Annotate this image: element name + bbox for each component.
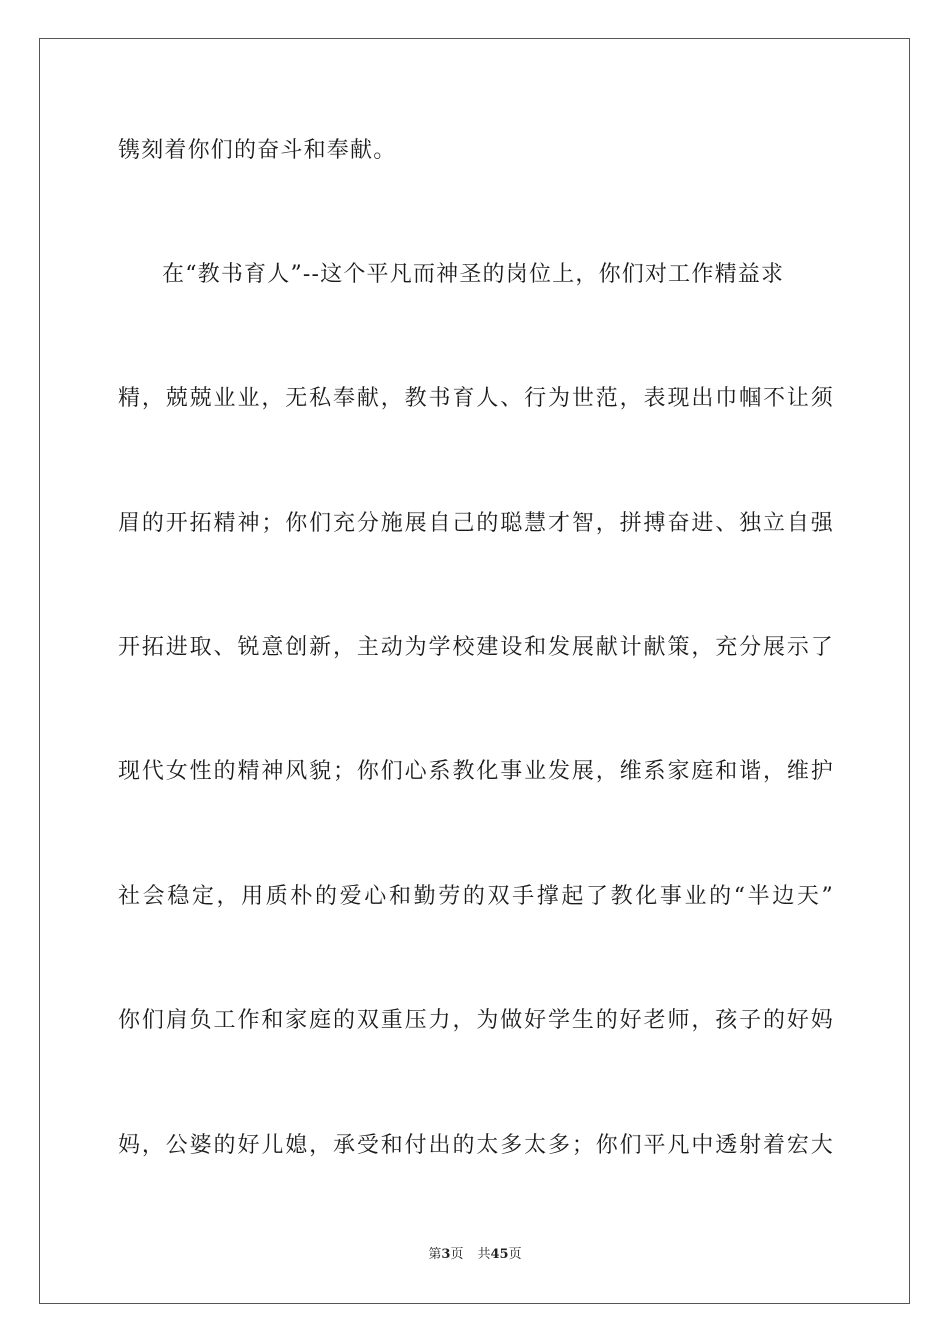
text-line-5: 开拓进取、锐意创新，主动为学校建设和发展献计献策，充分展示了 <box>118 635 834 660</box>
footer-page-prefix: 第 <box>428 1247 442 1262</box>
text-line-4: 眉的开拓精神；你们充分施展自己的聪慧才智，拼搏奋进、独立自强 <box>118 511 834 536</box>
page-footer <box>0 1246 950 1264</box>
text-line-7: 社会稳定，用质朴的爱心和勤劳的双手撑起了教化事业的“半边天” <box>118 884 834 909</box>
text-line-1: 镌刻着你们的奋斗和奉献。 <box>118 138 397 163</box>
text-line-6: 现代女性的精神风貌；你们心系教化事业发展，维系家庭和谐，维护 <box>118 759 834 784</box>
footer-page-suffix: 页 <box>450 1247 464 1262</box>
text-line-2 <box>162 260 834 290</box>
text-line-9: 妈，公婆的好儿媳，承受和付出的太多太多；你们平凡中透射着宏大 <box>118 1133 834 1158</box>
paragraph-start: 在“教书育人”--这个平凡而神圣的岗位上，你们对工作精益求 <box>162 262 785 287</box>
footer-page-number: 3 <box>441 1247 451 1262</box>
text-line-8: 你们肩负工作和家庭的双重压力，为做好学生的好老师，孩子的好妈 <box>118 1008 834 1033</box>
footer-total-prefix: 共 <box>477 1247 491 1262</box>
text-line-3: 精，兢兢业业，无私奉献，教书育人、行为世范，表现出巾帼不让须 <box>118 386 834 411</box>
footer-total-pages: 45 <box>490 1247 509 1262</box>
footer-total-suffix: 页 <box>508 1247 522 1262</box>
page-frame <box>39 38 910 1304</box>
